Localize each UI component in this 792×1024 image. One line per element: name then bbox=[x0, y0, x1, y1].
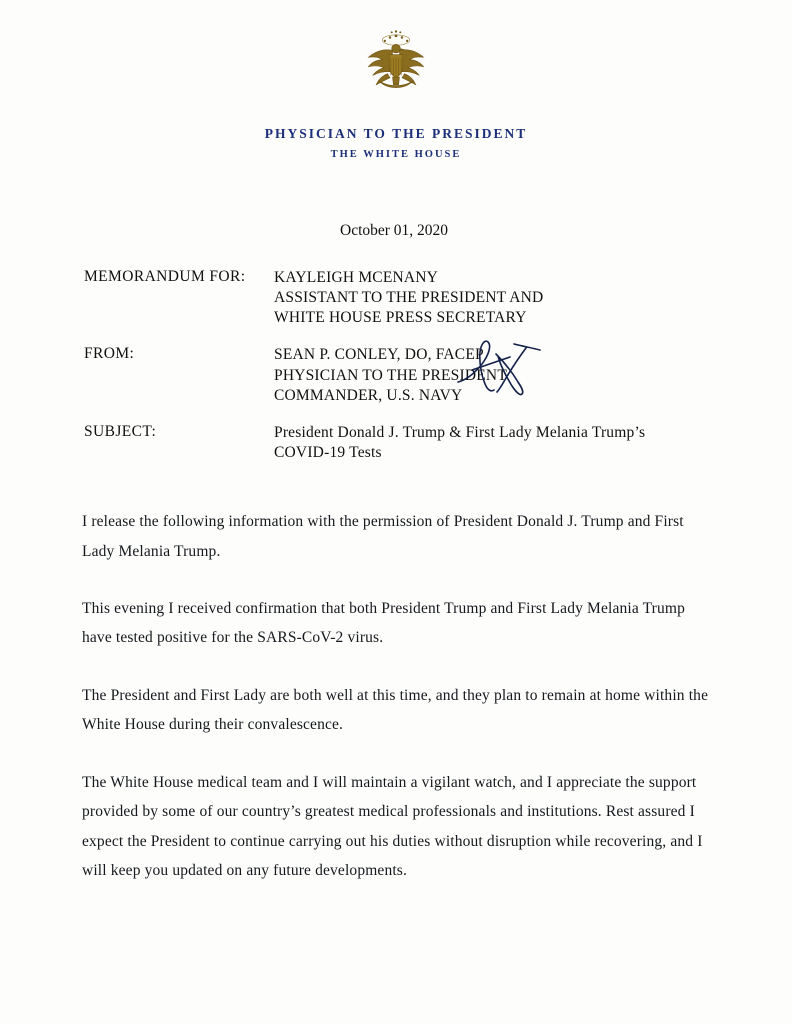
memo-row-from bbox=[84, 345, 792, 405]
memo-sender-title-2: COMMANDER, U.S. NAVY bbox=[274, 386, 463, 404]
memo-body bbox=[0, 507, 792, 885]
body-paragraph-4: The White House medical team and I will maintain a vigilant watch, and I appreciate the support provided by some of our country’s greatest medical professionals and institutions. Rest assured I expect the President to continue carrying out his duties without disruption while recovering, and I will keep you updated on any future developments. bbox=[82, 773, 703, 880]
memo-subject-line-1: President Donald J. Trump & First Lady Melania Trump’s bbox=[274, 423, 646, 441]
memo-recipient-name: KAYLEIGH MCENANY bbox=[274, 269, 439, 286]
memo-row-memorandum-for bbox=[84, 268, 792, 328]
body-paragraph-3: The President and First Lady are both well at this time, and they plan to remain at home within the White House during their convalescence. bbox=[82, 686, 709, 734]
memo-header-block bbox=[0, 268, 792, 463]
memo-value-memorandum-for bbox=[274, 268, 543, 328]
memo-sender-name: SEAN P. CONLEY, DO, FACEP bbox=[274, 346, 484, 364]
memo-row-subject bbox=[84, 423, 792, 463]
letterhead bbox=[0, 0, 792, 160]
body-paragraph-1: I release the following information with the permission of President Donald J. Trump and First Lady Melania Trump. bbox=[82, 513, 684, 560]
memo-recipient-title-2: WHITE HOUSE PRESS SECRETARY bbox=[274, 309, 527, 327]
memo-label-subject: SUBJECT: bbox=[84, 422, 157, 440]
letterhead-title: PHYSICIAN TO THE PRESIDENT bbox=[264, 126, 528, 141]
memo-value-from bbox=[274, 345, 507, 405]
memo-subject-line-2: COVID-19 Tests bbox=[274, 443, 382, 461]
memo-label-memorandum-for: MEMORANDUM FOR: bbox=[84, 268, 246, 285]
presidential-seal-icon bbox=[353, 22, 439, 108]
body-paragraph-2: This evening I received confirmation that both President Trump and First Lady Melania Trump have tested positive for the SARS-CoV-2 virus. bbox=[82, 600, 685, 647]
memo-date: October 01, 2020 bbox=[340, 222, 449, 239]
letterhead-subtitle: THE WHITE HOUSE bbox=[330, 149, 462, 160]
memo-sender-title-1: PHYSICIAN TO THE PRESIDENT bbox=[274, 366, 507, 384]
memo-label-from: FROM: bbox=[84, 345, 135, 363]
memo-recipient-title-1: ASSISTANT TO THE PRESIDENT AND bbox=[274, 289, 544, 307]
memo-value-subject bbox=[274, 423, 645, 463]
